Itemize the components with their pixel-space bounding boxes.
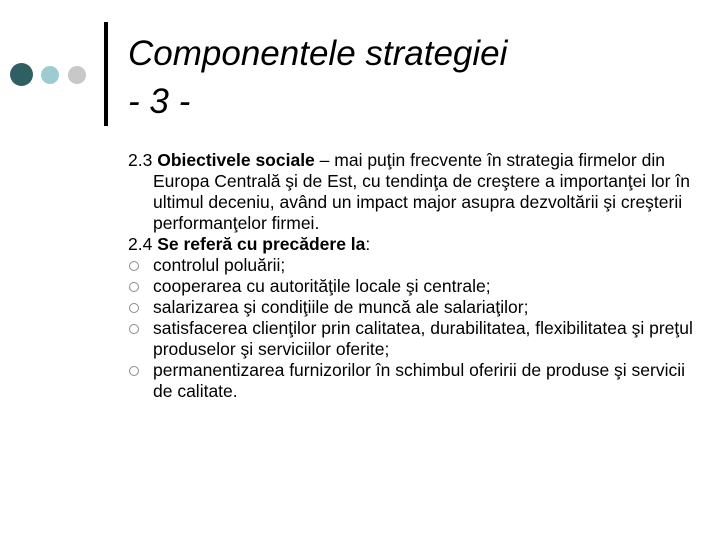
section-2-3: [128, 150, 698, 234]
bullet-text: satisfacerea clienţilor prin calitatea, durabilitatea, flexibilitatea şi preţul produselor şi serviciilor oferite;: [153, 318, 693, 359]
bullet-circle-icon: [129, 366, 139, 376]
bullet-text: salarizarea şi condiţiile de muncă ale salariaţilor;: [153, 297, 529, 317]
bullet-item: [128, 297, 698, 318]
decor-dot-light: [41, 66, 59, 84]
section-2-4-heading: Se referă cu precădere la: [157, 234, 366, 254]
decor-dot-gray: [68, 66, 86, 84]
slide-title: [128, 30, 507, 126]
bullet-item: [128, 255, 698, 276]
decor-dot-dark: [10, 63, 33, 86]
bullet-item: [128, 360, 698, 402]
section-2-3-heading: Obiectivele sociale: [157, 150, 315, 170]
bullet-circle-icon: [129, 303, 139, 313]
title-line-1: Componentele strategiei: [128, 34, 508, 73]
bullet-text: permanentizarea furnizorilor în schimbul oferirii de produse şi servicii de calitate.: [153, 360, 686, 401]
bullet-item: [128, 318, 698, 360]
section-2-3-text: – mai puţin frecvente în strategia firmelor din Europa Centrală şi de Est, cu tendinţa de creştere a importanţei lor în ultimul deceniu, având un impact major asupra dezvoltării şi creşterii performanţelor firmei.: [153, 150, 690, 233]
bullet-text: controlul poluării;: [153, 255, 286, 275]
title-divider: [104, 22, 108, 126]
bullet-item: [128, 276, 698, 297]
section-2-4: [128, 234, 698, 255]
slide-body: [128, 150, 698, 402]
bullet-circle-icon: [129, 324, 139, 334]
section-2-3-number: 2.3: [128, 150, 153, 170]
bullet-circle-icon: [129, 282, 139, 292]
bullet-list: [128, 255, 698, 402]
bullet-circle-icon: [129, 261, 139, 271]
bullet-text: cooperarea cu autorităţile locale şi centrale;: [153, 276, 491, 296]
section-2-4-number: 2.4: [128, 234, 153, 254]
title-line-2: - 3 -: [128, 82, 191, 121]
section-2-4-suffix: :: [365, 234, 371, 254]
